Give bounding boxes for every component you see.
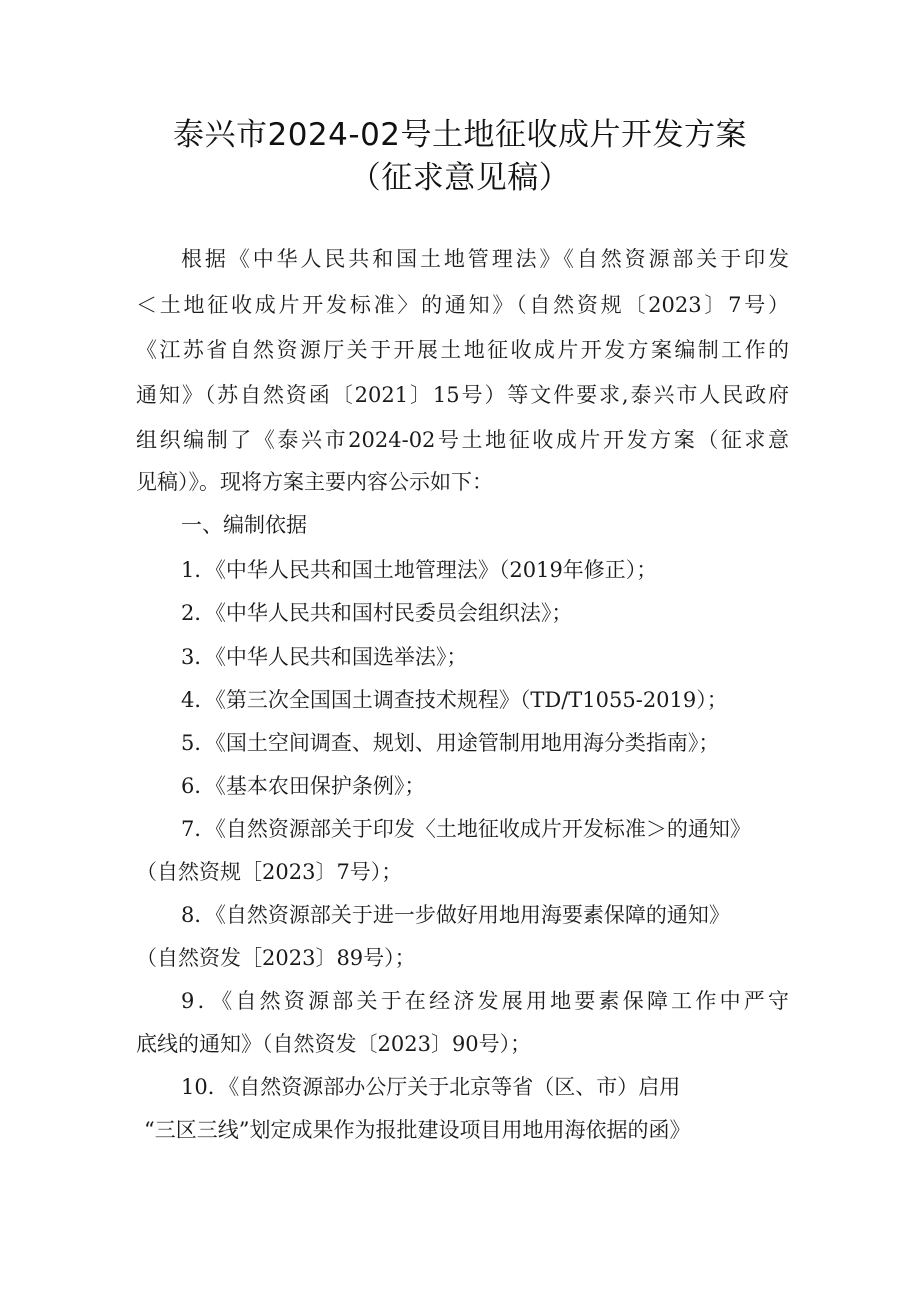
section-heading: 一、编制依据 <box>181 513 307 537</box>
document-title-line2: （征求意见稿） <box>349 160 571 196</box>
basis-item-8-cont: （自然资发［2023〕89号）； <box>136 946 416 970</box>
basis-item-5: 5．《国土空间调查、规划、用途管制用地用海分类指南》； <box>181 731 720 755</box>
basis-item-1: 1．《中华人民共和国土地管理法》（2019年修正）； <box>181 558 658 582</box>
basis-item-8: 8．《自然资源部关于进一步做好用地用海要素保障的通知》 <box>181 903 730 927</box>
basis-item-6: 6．《基本农田保护条例》； <box>181 774 426 798</box>
basis-item-10-cont: “三区三线”划定成果作为报批建设项目用地用海依据的函》 <box>144 1118 691 1142</box>
basis-item-4: 4．《第三次全国国土调查技术规程》（TD/T1055-2019）； <box>181 688 728 712</box>
basis-item-10: 10．《自然资源部办公厅关于北京等省（区、市）启用 <box>181 1075 681 1099</box>
basis-item-7: 7．《自然资源部关于印发〈土地征收成片开发标准＞的通知》 <box>181 817 751 841</box>
intro-line: 通知》（苏自然资函〔2021〕15号）等文件要求,泰兴市人民政府 <box>136 383 789 407</box>
intro-line: 根据《中华人民共和国土地管理法》《自然资源部关于印发 <box>181 247 789 271</box>
basis-item-7-cont: （自然资规［2023〕7号）； <box>136 860 403 884</box>
basis-item-2: 2．《中华人民共和国村民委员会组织法》； <box>181 601 573 625</box>
basis-item-9: 9．《自然资源部关于在经济发展用地要素保障工作中严守 <box>181 989 789 1013</box>
intro-line: 见稿）》。现将方案主要内容公示如下： <box>136 470 493 494</box>
intro-line: ＜土地征收成片开发标准〉的通知》（自然资规〔2023〕7号） <box>136 293 789 317</box>
intro-line: 《江苏省自然资源厅关于开展土地征收成片开发方案编制工作的 <box>136 338 789 362</box>
basis-item-9-cont: 底线的通知》（自然资发〔2023〕90号）； <box>136 1032 532 1056</box>
basis-item-3: 3．《中华人民共和国选举法》； <box>181 645 468 669</box>
intro-line: 组织编制了《泰兴市2024-02号土地征收成片开发方案（征求意 <box>136 428 789 452</box>
document-title-line1: 泰兴市2024-02号土地征收成片开发方案 <box>172 117 748 153</box>
